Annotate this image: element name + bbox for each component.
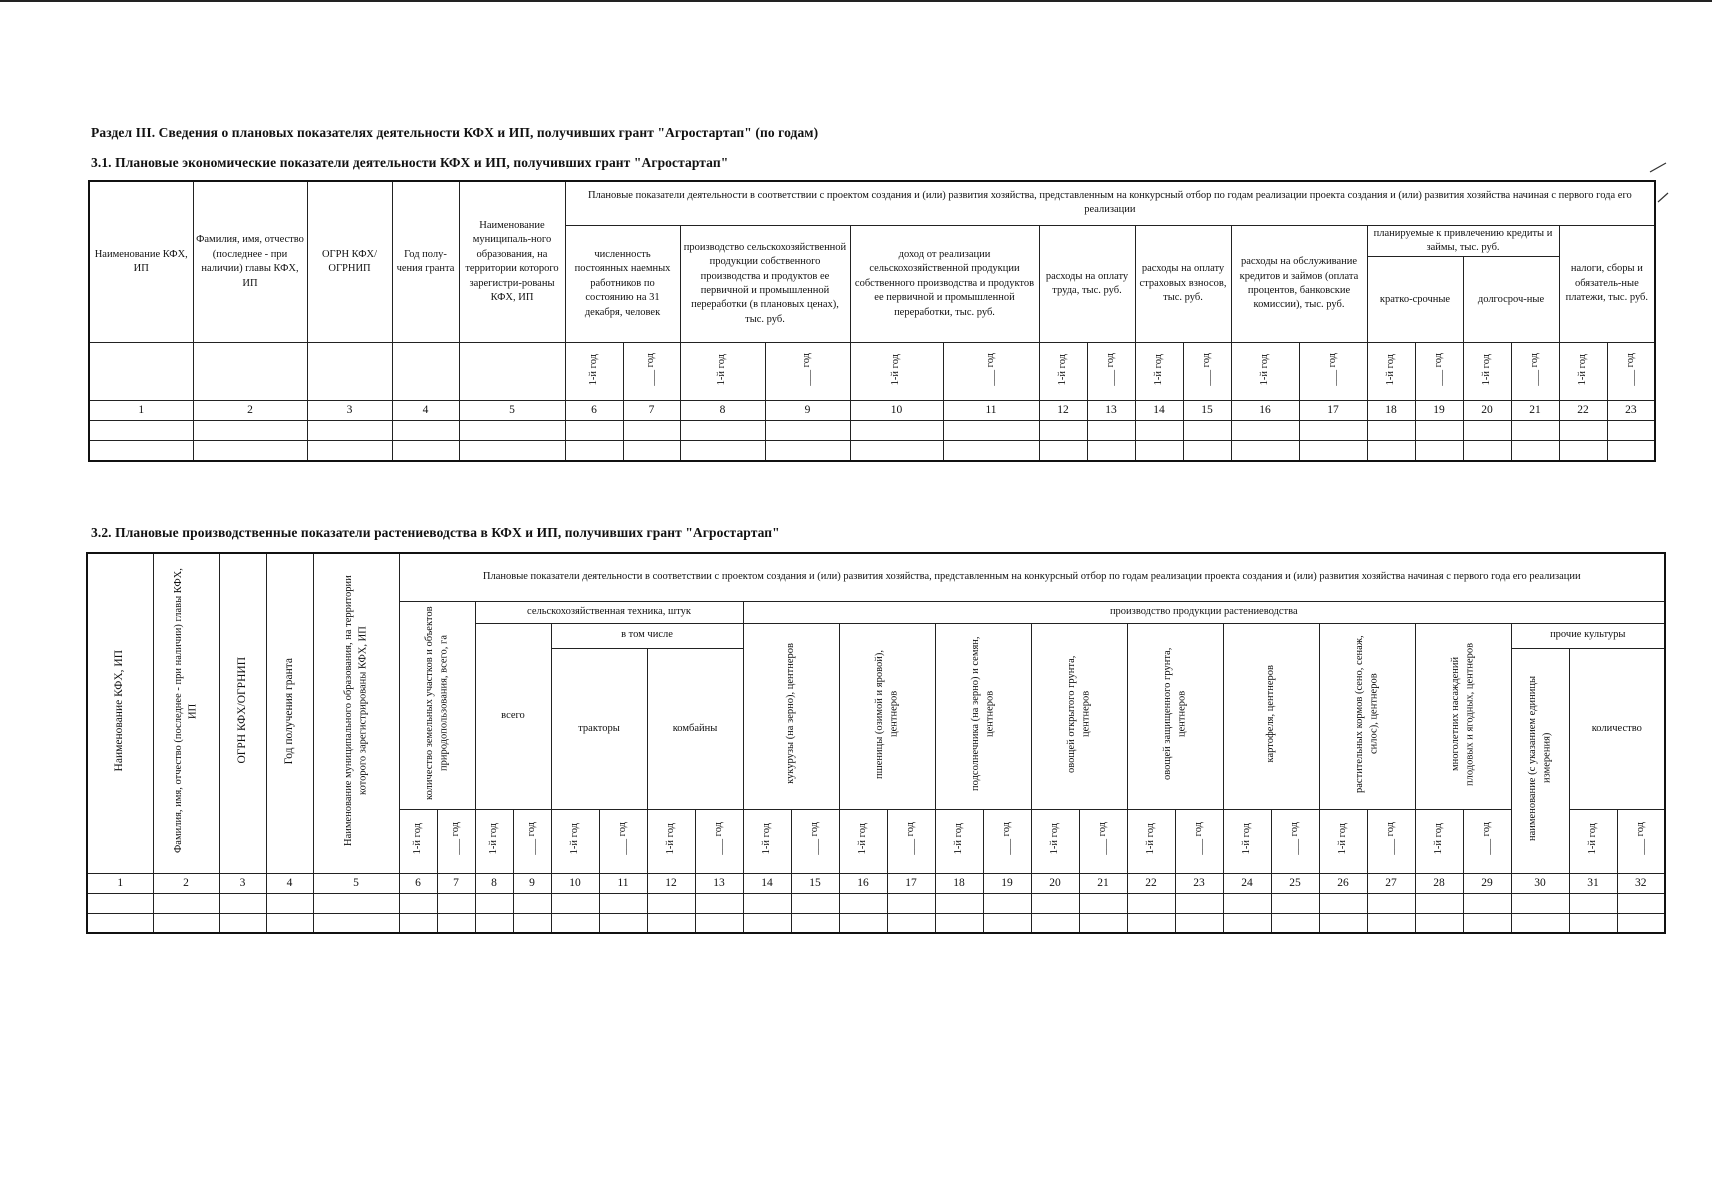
empty-cell[interactable] — [1039, 441, 1087, 461]
empty-cell[interactable] — [1607, 421, 1655, 441]
sub-empty — [193, 343, 307, 401]
year-first: 1-й год — [1231, 343, 1299, 401]
col-income: доход от реализации сельскохозяйственной продукции собственного производства и продуктов ее первичной и промышленной переработки, тыс. руб. — [850, 225, 1039, 343]
empty-cell[interactable] — [1569, 893, 1617, 913]
col-number: 5 — [313, 873, 399, 893]
col-credits-long: долгосроч-ные — [1463, 257, 1559, 343]
empty-cell[interactable] — [647, 893, 695, 913]
col-number: 9 — [513, 873, 551, 893]
col-grant-year: Год получения гранта — [266, 553, 313, 873]
empty-cell[interactable] — [399, 913, 437, 933]
economic-indicators-table — [88, 180, 1656, 462]
empty-cell[interactable] — [695, 893, 743, 913]
empty-cell[interactable] — [791, 913, 839, 933]
col-number: 23 — [1607, 401, 1655, 421]
col-other-quantity: количество — [1569, 648, 1665, 809]
col-taxes: налоги, сборы и обязатель-ные платежи, тыс. руб. — [1559, 225, 1655, 343]
col-loan-service: расходы на обслуживание кредитов и займов (оплата процентов, банковские комиссии), тыс. руб. — [1231, 225, 1367, 343]
col-municipality: Наименование муниципального образования, на территории которого зарегистрированы КФХ, ИП — [313, 553, 399, 873]
col-number: 22 — [1127, 873, 1175, 893]
empty-cell[interactable] — [87, 913, 153, 933]
col-number: 14 — [743, 873, 791, 893]
empty-cell[interactable] — [935, 893, 983, 913]
year-first: 1-й год — [839, 809, 887, 873]
empty-cell[interactable] — [1039, 421, 1087, 441]
empty-cell[interactable] — [1463, 913, 1511, 933]
empty-cell[interactable] — [307, 421, 392, 441]
year-first: 1-й год — [1569, 809, 1617, 873]
col-wheat: пшеницы (озимой и яровой), центнеров — [839, 623, 935, 809]
empty-cell[interactable] — [266, 913, 313, 933]
empty-cell[interactable] — [1183, 421, 1231, 441]
year-n: ___ год — [1183, 343, 1231, 401]
empty-cell[interactable] — [1559, 441, 1607, 461]
col-number: 9 — [765, 401, 850, 421]
col-number: 3 — [219, 873, 266, 893]
col-number: 30 — [1511, 873, 1569, 893]
empty-cell[interactable] — [1135, 421, 1183, 441]
col-number: 1 — [87, 873, 153, 893]
empty-cell[interactable] — [1415, 441, 1463, 461]
empty-cell[interactable] — [1559, 421, 1607, 441]
table-row — [89, 421, 1655, 441]
col-number: 7 — [437, 873, 475, 893]
empty-cell[interactable] — [599, 893, 647, 913]
crop-production-table — [86, 552, 1666, 934]
col-number: 4 — [266, 873, 313, 893]
empty-cell[interactable] — [513, 893, 551, 913]
col-municipality: Наименование муниципаль-ного образования, на территории которого зарегистри-рованы КФХ, ИП — [459, 181, 565, 343]
table-row — [87, 913, 1665, 933]
col-number: 5 — [459, 401, 565, 421]
col-ogrn: ОГРН КФХ/ОГРНИП — [219, 553, 266, 873]
col-number: 29 — [1463, 873, 1511, 893]
empty-cell[interactable] — [153, 893, 219, 913]
year-first: 1-й год — [1415, 809, 1463, 873]
year-first: 1-й год — [1031, 809, 1079, 873]
sub-empty — [89, 343, 193, 401]
col-number: 16 — [1231, 401, 1299, 421]
col-crop-production: производство продукции растениеводства — [743, 601, 1665, 623]
col-veg-open: овощей открытого грунта, центнеров — [1031, 623, 1127, 809]
year-first: 1-й год — [935, 809, 983, 873]
col-number: 16 — [839, 873, 887, 893]
empty-cell[interactable] — [647, 913, 695, 933]
col-number: 23 — [1175, 873, 1223, 893]
empty-cell[interactable] — [1569, 913, 1617, 933]
empty-cell[interactable] — [1367, 893, 1415, 913]
col-number: 18 — [1367, 401, 1415, 421]
col-insurance-costs: расходы на оплату страховых взносов, тыс. руб. — [1135, 225, 1231, 343]
col-sunflower: подсолнечника (на зерно) и семян, центнеров — [935, 623, 1031, 809]
year-first: 1-й год — [399, 809, 437, 873]
col-head-fullname: Фамилия, имя, отчество (последнее - при наличии) главы КФХ, ИП — [153, 553, 219, 873]
col-credits-short: кратко-срочные — [1367, 257, 1463, 343]
empty-cell[interactable] — [1127, 913, 1175, 933]
empty-cell[interactable] — [193, 441, 307, 461]
year-first: 1-й год — [743, 809, 791, 873]
year-n: ___ год — [1607, 343, 1655, 401]
empty-cell[interactable] — [850, 441, 943, 461]
empty-cell[interactable] — [89, 421, 193, 441]
empty-cell[interactable] — [1367, 421, 1415, 441]
empty-cell[interactable] — [839, 893, 887, 913]
empty-cell[interactable] — [1511, 893, 1569, 913]
col-number: 25 — [1271, 873, 1319, 893]
empty-cell[interactable] — [983, 893, 1031, 913]
empty-cell[interactable] — [983, 913, 1031, 933]
col-number: 18 — [935, 873, 983, 893]
year-first: 1-й год — [1367, 343, 1415, 401]
year-first: 1-й год — [475, 809, 513, 873]
empty-cell[interactable] — [1031, 893, 1079, 913]
year-n: ___ год — [695, 809, 743, 873]
year-n: ___ год — [599, 809, 647, 873]
year-n: ___ год — [1299, 343, 1367, 401]
col-ogrn: ОГРН КФХ/ ОГРНИП — [307, 181, 392, 343]
empty-cell[interactable] — [1617, 893, 1665, 913]
table-row — [87, 893, 1665, 913]
empty-cell[interactable] — [1135, 441, 1183, 461]
empty-cell[interactable] — [219, 913, 266, 933]
col-number: 13 — [695, 873, 743, 893]
empty-cell[interactable] — [1231, 441, 1299, 461]
col-number: 8 — [475, 873, 513, 893]
col-number: 21 — [1079, 873, 1127, 893]
year-n: ___ год — [791, 809, 839, 873]
empty-cell[interactable] — [266, 893, 313, 913]
year-n: ___ год — [943, 343, 1039, 401]
col-machinery-total: всего — [475, 623, 551, 809]
empty-cell[interactable] — [1087, 421, 1135, 441]
empty-cell[interactable] — [1607, 441, 1655, 461]
empty-cell[interactable] — [392, 421, 459, 441]
empty-cell[interactable] — [459, 421, 565, 441]
empty-cell[interactable] — [89, 441, 193, 461]
col-credits: планируемые к привлечению кредиты и займы, тыс. руб. — [1367, 225, 1559, 257]
year-first: 1-й год — [647, 809, 695, 873]
col-number: 10 — [850, 401, 943, 421]
col-machinery: сельскохозяйственная техника, штук — [475, 601, 743, 623]
empty-cell[interactable] — [437, 893, 475, 913]
col-number: 32 — [1617, 873, 1665, 893]
empty-cell[interactable] — [1299, 441, 1367, 461]
empty-cell[interactable] — [153, 913, 219, 933]
col-number: 17 — [1299, 401, 1367, 421]
empty-cell[interactable] — [680, 441, 765, 461]
empty-cell[interactable] — [475, 913, 513, 933]
col-number: 3 — [307, 401, 392, 421]
col-farm-name: Наименование КФХ, ИП — [89, 181, 193, 343]
empty-cell[interactable] — [1223, 913, 1271, 933]
sub-empty — [307, 343, 392, 401]
empty-cell[interactable] — [1175, 893, 1223, 913]
empty-cell[interactable] — [743, 913, 791, 933]
col-number: 2 — [193, 401, 307, 421]
empty-cell[interactable] — [1511, 421, 1559, 441]
empty-cell[interactable] — [1231, 421, 1299, 441]
empty-cell[interactable] — [887, 913, 935, 933]
col-tractors: тракторы — [551, 648, 647, 809]
col-perennial: многолетних насаждений плодовых и ягодных, центнеров — [1415, 623, 1511, 809]
year-n: ___ год — [1367, 809, 1415, 873]
col-farm-name: Наименование КФХ, ИП — [87, 553, 153, 873]
empty-cell[interactable] — [219, 893, 266, 913]
empty-cell[interactable] — [1319, 913, 1367, 933]
col-potato: картофеля, центнеров — [1223, 623, 1319, 809]
col-other-crops: прочие культуры — [1511, 623, 1665, 648]
year-n: ___ год — [437, 809, 475, 873]
empty-cell[interactable] — [1299, 421, 1367, 441]
year-n: ___ год — [983, 809, 1031, 873]
year-n: ___ год — [623, 343, 680, 401]
col-combines: комбайны — [647, 648, 743, 809]
col-number: 22 — [1559, 401, 1607, 421]
year-n: ___ год — [513, 809, 551, 873]
col-number: 7 — [623, 401, 680, 421]
table-row — [89, 441, 1655, 461]
col-including: в том числе — [551, 623, 743, 648]
empty-cell[interactable] — [599, 913, 647, 933]
col-number: 20 — [1031, 873, 1079, 893]
col-number: 12 — [647, 873, 695, 893]
empty-cell[interactable] — [313, 893, 399, 913]
col-grant-year: Год полу-чения гранта — [392, 181, 459, 343]
empty-cell[interactable] — [1271, 893, 1319, 913]
year-first: 1-й год — [551, 809, 599, 873]
col-labor-costs: расходы на оплату труда, тыс. руб. — [1039, 225, 1135, 343]
empty-cell[interactable] — [1127, 893, 1175, 913]
col-number: 2 — [153, 873, 219, 893]
column-numbers-row — [87, 873, 1665, 893]
col-number: 4 — [392, 401, 459, 421]
empty-cell[interactable] — [513, 913, 551, 933]
col-number: 21 — [1511, 401, 1559, 421]
empty-cell[interactable] — [1223, 893, 1271, 913]
year-first: 1-й год — [1559, 343, 1607, 401]
empty-cell[interactable] — [1079, 913, 1127, 933]
col-number: 6 — [565, 401, 623, 421]
empty-cell[interactable] — [307, 441, 392, 461]
empty-cell[interactable] — [565, 441, 623, 461]
empty-cell[interactable] — [695, 913, 743, 933]
year-first: 1-й год — [1127, 809, 1175, 873]
col-number: 28 — [1415, 873, 1463, 893]
empty-cell[interactable] — [839, 913, 887, 933]
table1-title: 3.1. Плановые экономические показатели деятельности КФХ и ИП, получивших грант "Агростартап" — [91, 155, 729, 170]
plan-indicators-header: Плановые показатели деятельности в соответствии с проектом создания и (или) развития хозяйства, представленным на конкурсный отбор по годам реализации проекта создания и (или) развития хозяйства начиная с первого года его реализации — [565, 181, 1655, 225]
year-first: 1-й год — [680, 343, 765, 401]
table2-title: 3.2. Плановые производственные показатели растениеводства в КФХ и ИП, получивших грант "Агростартап" — [91, 525, 780, 540]
empty-cell[interactable] — [87, 893, 153, 913]
col-number: 26 — [1319, 873, 1367, 893]
pen-mark-1 — [1648, 160, 1668, 174]
col-other-name: наименование (с указанием единицы измерения) — [1511, 648, 1569, 873]
section-title: Раздел III. Сведения о плановых показателях деятельности КФХ и ИП, получивших грант "Агростартап" (по годам) — [91, 125, 819, 140]
empty-cell[interactable] — [850, 421, 943, 441]
empty-cell[interactable] — [887, 893, 935, 913]
empty-cell[interactable] — [623, 441, 680, 461]
col-number: 10 — [551, 873, 599, 893]
col-employees: численность постоянных наемных работников по состоянию на 31 декабря, человек — [565, 225, 680, 343]
sub-empty — [459, 343, 565, 401]
col-number: 14 — [1135, 401, 1183, 421]
year-n: ___ год — [1271, 809, 1319, 873]
col-number: 24 — [1223, 873, 1271, 893]
empty-cell[interactable] — [1415, 893, 1463, 913]
column-numbers-row — [89, 401, 1655, 421]
empty-cell[interactable] — [1175, 913, 1223, 933]
empty-cell[interactable] — [392, 441, 459, 461]
empty-cell[interactable] — [1463, 893, 1511, 913]
col-number: 31 — [1569, 873, 1617, 893]
empty-cell[interactable] — [437, 913, 475, 933]
empty-cell[interactable] — [1367, 913, 1415, 933]
col-number: 17 — [887, 873, 935, 893]
col-land: количество земельных участков и объектов природопользования, всего, га — [399, 601, 475, 809]
col-number: 12 — [1039, 401, 1087, 421]
empty-cell[interactable] — [1617, 913, 1665, 933]
year-n: ___ год — [765, 343, 850, 401]
empty-cell[interactable] — [1319, 893, 1367, 913]
empty-cell[interactable] — [1087, 441, 1135, 461]
empty-cell[interactable] — [399, 893, 437, 913]
empty-cell[interactable] — [1031, 913, 1079, 933]
empty-cell[interactable] — [1079, 893, 1127, 913]
empty-cell[interactable] — [551, 913, 599, 933]
empty-cell[interactable] — [680, 421, 765, 441]
empty-cell[interactable] — [565, 421, 623, 441]
empty-cell[interactable] — [1415, 913, 1463, 933]
year-n: ___ год — [1175, 809, 1223, 873]
year-n: ___ год — [887, 809, 935, 873]
col-number: 6 — [399, 873, 437, 893]
top-border-line — [0, 0, 1712, 2]
col-number: 8 — [680, 401, 765, 421]
sub-empty — [392, 343, 459, 401]
year-first: 1-й год — [1039, 343, 1087, 401]
empty-cell[interactable] — [193, 421, 307, 441]
col-number: 19 — [983, 873, 1031, 893]
empty-cell[interactable] — [1271, 913, 1319, 933]
empty-cell[interactable] — [1463, 441, 1511, 461]
empty-cell[interactable] — [1367, 441, 1415, 461]
empty-cell[interactable] — [1511, 913, 1569, 933]
year-first: 1-й год — [1463, 343, 1511, 401]
col-corn: кукурузы (на зерно), центнеров — [743, 623, 839, 809]
empty-cell[interactable] — [943, 421, 1039, 441]
year-first: 1-й год — [1223, 809, 1271, 873]
col-number: 13 — [1087, 401, 1135, 421]
col-veg-closed: овощей защищенного грунта, центнеров — [1127, 623, 1223, 809]
empty-cell[interactable] — [791, 893, 839, 913]
empty-cell[interactable] — [459, 441, 565, 461]
col-fodder: растительных кормов (сено, сенаж, силос), центнеров — [1319, 623, 1415, 809]
empty-cell[interactable] — [743, 893, 791, 913]
empty-cell[interactable] — [935, 913, 983, 933]
empty-cell[interactable] — [475, 893, 513, 913]
year-n: ___ год — [1415, 343, 1463, 401]
empty-cell[interactable] — [765, 441, 850, 461]
col-number: 15 — [1183, 401, 1231, 421]
empty-cell[interactable] — [943, 441, 1039, 461]
year-n: ___ год — [1463, 809, 1511, 873]
col-number: 19 — [1415, 401, 1463, 421]
empty-cell[interactable] — [551, 893, 599, 913]
year-n: ___ год — [1511, 343, 1559, 401]
year-first: 1-й год — [565, 343, 623, 401]
col-production: производство сельскохозяйственной продукции собственного производства и продуктов ее первичной и промышленной переработки (в плановых ценах), тыс. руб. — [680, 225, 850, 343]
col-number: 11 — [599, 873, 647, 893]
col-number: 27 — [1367, 873, 1415, 893]
empty-cell[interactable] — [313, 913, 399, 933]
empty-cell[interactable] — [623, 421, 680, 441]
year-n: ___ год — [1087, 343, 1135, 401]
empty-cell[interactable] — [1463, 421, 1511, 441]
col-head-fullname: Фамилия, имя, отчество (последнее - при наличии) главы КФХ, ИП — [193, 181, 307, 343]
plan-indicators-header: Плановые показатели деятельности в соответствии с проектом создания и (или) развития хозяйства, представленным на конкурсный отбор по годам реализации проекта создания и (или) развития хозяйства начиная с первого года его реализации — [399, 553, 1665, 601]
empty-cell[interactable] — [1511, 441, 1559, 461]
col-number: 15 — [791, 873, 839, 893]
col-number: 20 — [1463, 401, 1511, 421]
empty-cell[interactable] — [1415, 421, 1463, 441]
year-first: 1-й год — [1135, 343, 1183, 401]
col-number: 1 — [89, 401, 193, 421]
year-first: 1-й год — [850, 343, 943, 401]
empty-cell[interactable] — [765, 421, 850, 441]
year-first: 1-й год — [1319, 809, 1367, 873]
pen-mark-2 — [1656, 190, 1670, 204]
col-number: 11 — [943, 401, 1039, 421]
year-n: ___ год — [1079, 809, 1127, 873]
empty-cell[interactable] — [1183, 441, 1231, 461]
year-n: ___ год — [1617, 809, 1665, 873]
